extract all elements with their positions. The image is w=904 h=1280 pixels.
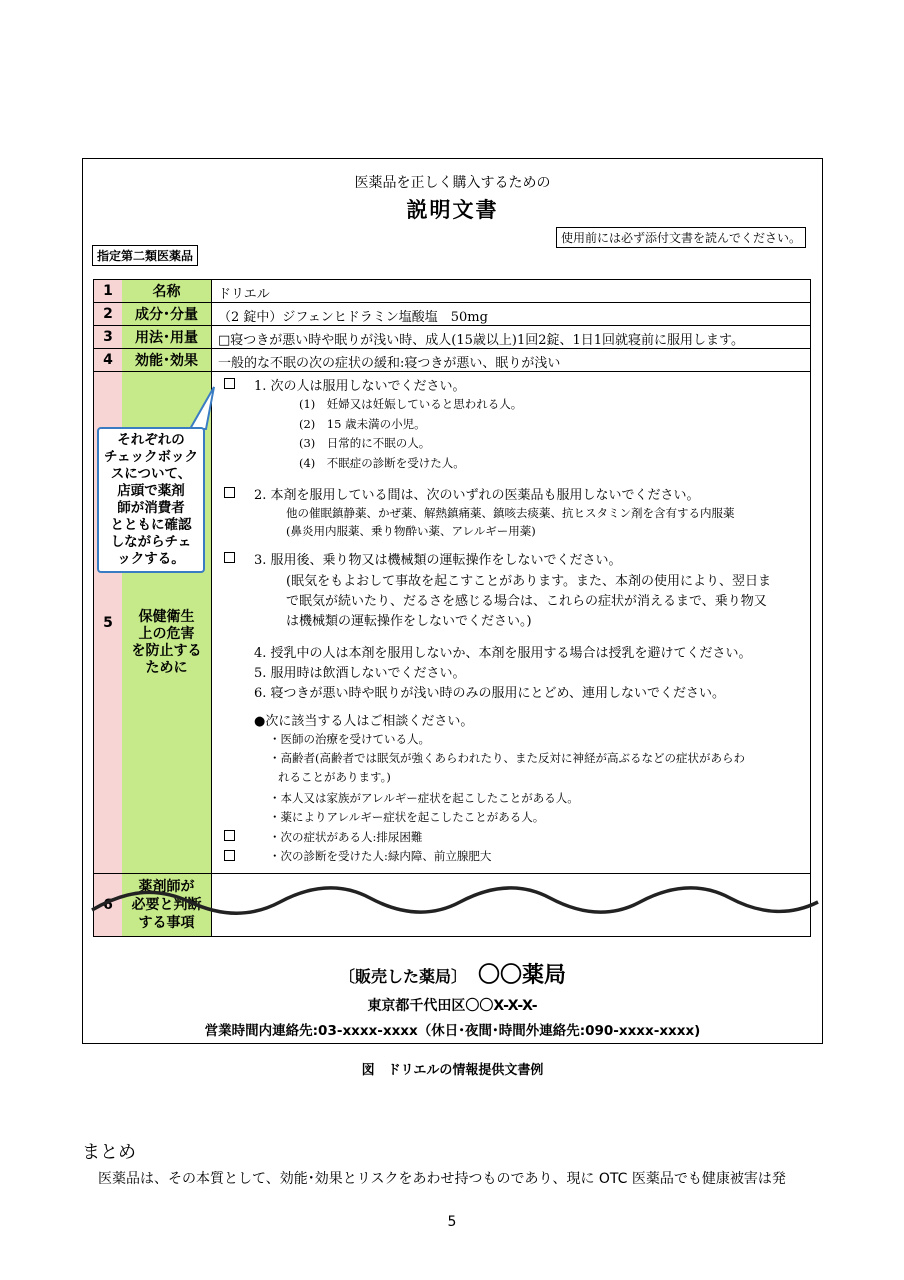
precaution-item-4: 4. 授乳中の人は本剤を服用しないか、本剤を服用する場合は授乳を避けてください。 [254,646,752,661]
consult-item: ・本人又は家族がアレルギー症状を起こしたことがある人。 [269,791,579,805]
checkbox[interactable] [224,487,235,498]
table-row [94,280,810,303]
page-number: 5 [447,1214,457,1230]
precaution-subitem: (3) 日常的に不眠の人。 [299,436,431,450]
precaution-item-2: 2. 本剤を服用している間は、次のいずれの医薬品も服用しないでください。 [254,488,700,503]
precaution-subitem: は機械類の運転操作をしないでください。) [286,614,532,629]
consult-item: ・次の診断を受けた人:緑内障、前立腺肥大 [269,849,492,863]
row-number: 4 [94,349,123,371]
precaution-subitem: (4) 不眠症の診断を受けた人。 [299,456,465,470]
checkbox-callout: それぞれの チェックボック スについて、 店頭で薬剤 師が消費者 とともに確認 しながらチェ ックする。 [97,427,205,573]
precaution-item-5: 5. 服用時は飲酒しないでください。 [254,666,466,681]
row-label: 名称 [122,280,212,302]
checkbox[interactable] [224,552,235,563]
pharmacy-contact: 営業時間内連絡先:03-xxxx-xxxx（休日･夜間･時間外連絡先:090-xxxx-xxxx) [204,1023,701,1039]
summary-text: 医薬品は、その本質として、効能･効果とリスクをあわせ持つものであり、現に OTC 医薬品でも健康被害は発 [98,1171,786,1187]
row-value: 一般的な不眠の次の症状の緩和:寝つきが悪い、眠りが浅い [218,356,561,371]
checkbox[interactable] [224,830,235,841]
consult-heading: ●次に該当する人はご相談ください。 [254,714,474,729]
pharmacy-heading [82,958,823,989]
category-box: 指定第二類医薬品 [92,245,198,266]
row-label: 薬剤師が 必要と判断 する事項 [122,874,212,936]
document-title: 説明文書 [406,198,499,222]
row-value: ドリエル [218,287,270,302]
precaution-subitem: (眠気をもよおして事故を起こすことがあります。また、本剤の使用により、翌日ま [286,574,772,589]
info-table [93,279,811,937]
pharmacy-name: 〇〇薬局 [478,963,567,988]
document-subtitle: 医薬品を正しく購入するための [354,175,551,191]
table-row [94,303,810,326]
row-label: 効能･効果 [122,349,212,371]
precaution-subitem: で眠気が続いたり、だるさを感じる場合は、これらの症状が消えるまで、乗り物又 [286,594,767,609]
pharmacy-address: 東京都千代田区〇〇X-X-X- [367,998,538,1014]
precaution-subitem: (2) 15 歳未満の小児。 [299,417,426,431]
row-label: 用法･用量 [122,326,212,348]
consult-item: ・薬によりアレルギー症状を起こしたことがある人。 [269,810,545,824]
row-label: 保健衛生 上の危害 を防止する ために [122,372,212,873]
checkbox[interactable] [224,850,235,861]
precaution-subitem: 他の催眠鎮静薬、かぜ薬、解熱鎮痛薬、鎮咳去痰薬、抗ヒスタミン剤を含有する内服薬 [286,506,735,520]
consult-item: ・高齢者(高齢者では眠気が強くあらわれたり、また反対に神経が高ぶるなどの症状があらわ [269,751,745,765]
notice-box: 使用前には必ず添付文書を読んでください。 [556,227,806,248]
row-number: 1 [94,280,123,302]
table-row [94,326,810,349]
precaution-subitem: (鼻炎用内服薬、乗り物酔い薬、アレルギー用薬) [286,524,536,538]
precaution-subitem: (1) 妊婦又は妊娠していると思われる人。 [299,397,523,411]
row-value: （2 錠中）ジフェンヒドラミン塩酸塩 50mg [218,310,488,325]
consult-item: ・次の症状がある人:排尿困難 [269,830,423,844]
precaution-item-3: 3. 服用後、乗り物又は機械類の運転操作をしないでください。 [254,553,622,568]
consult-item: ・医師の治療を受けている人。 [269,732,430,746]
callout-pointer [180,383,230,433]
row-number: 6 [94,874,123,936]
row-number: 5 [94,372,123,873]
figure-caption: 図 ドリエルの情報提供文書例 [361,1063,544,1078]
row-label: 成分･分量 [122,303,212,325]
row-number: 2 [94,303,123,325]
row-value: □寝つきが悪い時や眠りが浅い時、成人(15歳以上)1回2錠、1日1回就寝前に服用します。 [218,333,745,348]
precaution-item-6: 6. 寝つきが悪い時や眠りが浅い時のみの服用にとどめ、連用しないでください。 [254,686,726,701]
pharmacy-label: 〔販売した薬局〕 [338,967,467,986]
summary-heading: まとめ [82,1142,136,1163]
consult-item: れることがあります。) [278,770,391,784]
precaution-item-1: 1. 次の人は服用しないでください。 [254,379,466,394]
wavy-cut-line [90,880,820,924]
table-row [94,349,810,372]
row-number: 3 [94,326,123,348]
